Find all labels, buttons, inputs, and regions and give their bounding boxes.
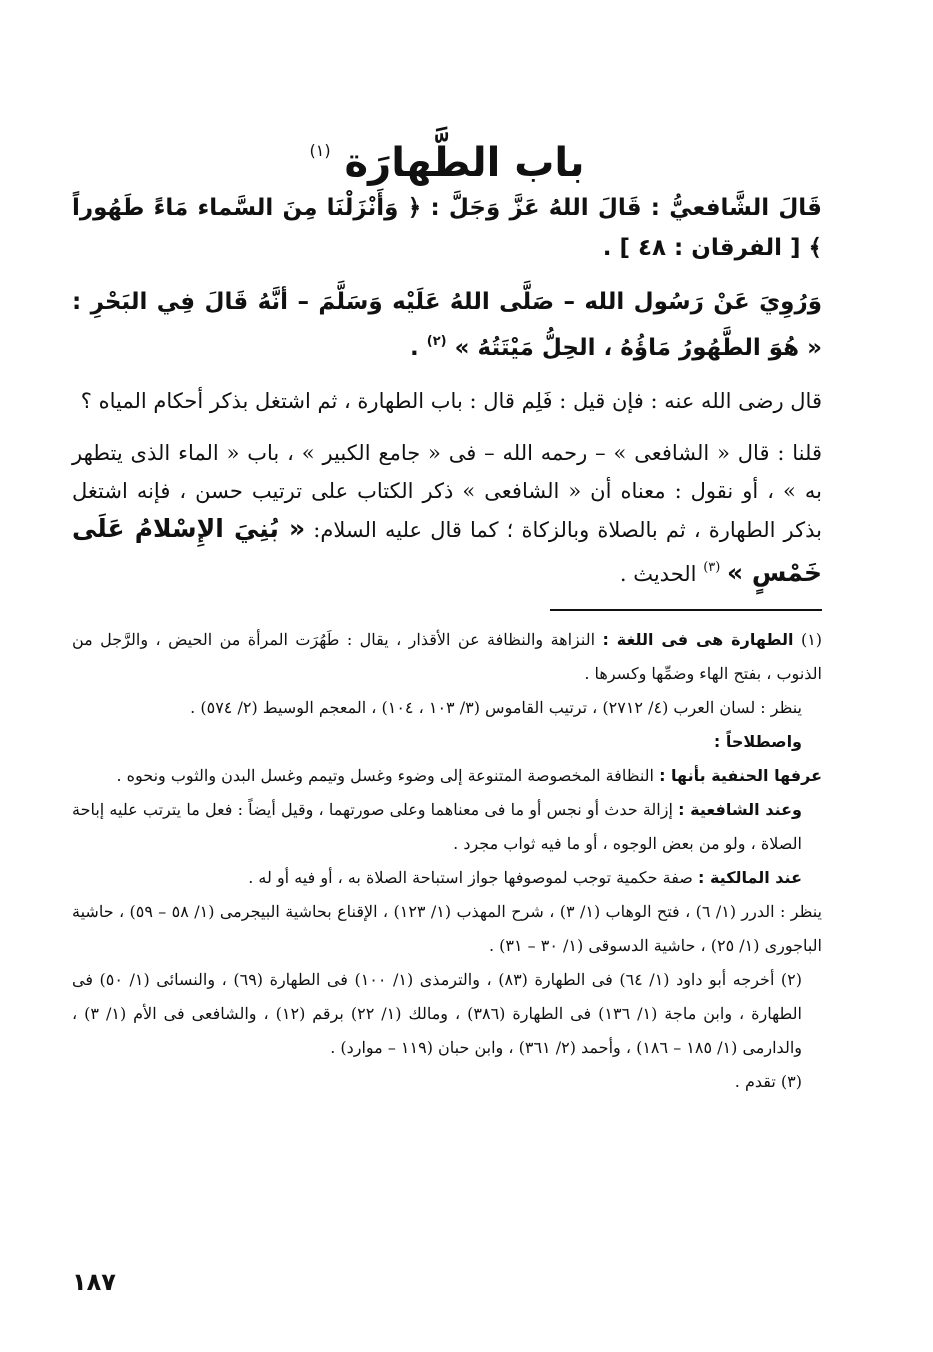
hadith-paragraph (72, 282, 822, 368)
shafii-label: وعند الشافعية : (678, 800, 802, 819)
maliki-label: عند المالكية : (697, 868, 802, 887)
hadith-footnote-marker: (٢) (426, 334, 447, 349)
hanafi-text: النظافة المخصوصة المتنوعة إلى وضوء وغسل وتيمم وغسل البدن والثوب ونحوه . (116, 766, 654, 785)
page-body (72, 140, 822, 1099)
hadith-end: . (410, 335, 419, 361)
answer-end: الحديث . (619, 562, 697, 586)
footnotes-section (72, 623, 822, 1099)
footnote-divider (550, 609, 822, 611)
intro-speaker: قَالَ الشَّافعيُّ : قَالَ اللهُ عَزَّ وَجَلَّ : (430, 195, 822, 221)
footnote-1-references-2: ينظر : الدرر (١/ ٦) ، فتح الوهاب (١/ ٣) ، شرح المهذب (١/ ١٢٣) ، الإقناع بحاشية البيجرمى (١/ ٥٨ – ٥٩) ، حاشية الباجورى (١/ ٢٥) ، حاشية الدسوقى (١/ ٣٠ – ٣١) . (72, 902, 822, 955)
chapter-title-text: باب الطَّهارَة (344, 140, 585, 186)
question-paragraph: قال رضى الله عنه : فإن قيل : فَلِم قال : باب الطهارة ، ثم اشتغل بذكر أحكام المياه ؟ (80, 389, 822, 413)
footnote-1-number: (١) (800, 630, 823, 649)
chapter-title (72, 140, 822, 186)
footnote-1 (72, 623, 822, 691)
hadith-text: وَرُوِيَ عَنْ رَسُول الله – صَلَّى اللهُ عَلَيْه وَسَلَّمَ – أنَّهُ قَالَ فِي البَحْرِ : « هُوَ الطَّهُورُ مَاؤُهُ ، الحِلُّ مَيْتَتُهُ » (72, 289, 822, 361)
shafii-text: إزالة حدث أو نجس أو ما فى معناهما وعلى صورتهما ، وقيل أيضاً : فعل ما يترتب عليه إباحة الصلاة ، ولو من بعض الوجوه ، أو ما فيه ثواب مجرد . (72, 800, 802, 853)
maliki-text: صفة حكمية توجب لموصوفها جواز استباحة الصلاة به ، أو فيه أو له . (248, 868, 693, 887)
footnote-1-shafii (72, 793, 822, 861)
answer-text: قلنا : قال « الشافعى » – رحمه الله – فى « جامع الكبير » ، باب « الماء الذى يتطهر به » ، أو نقول : معناه أن « الشافعى » ذكر الكتاب على ترتيب حسن ، فإنه اشتغل بذكر الطهارة ، ثم بالصلاة وبالزكاة ؛ كما قال عليه السلام: (72, 441, 823, 542)
footnote-1-maliki (72, 861, 822, 895)
chapter-footnote-marker: (١) (309, 141, 331, 160)
footnote-1-text: النزاهة والنظافة عن الأقذار ، يقال : طَهُرَت المرأة من الحيض ، والرَّجل من الذنوب ، بفتح الهاء وضمِّها وكسرها . (72, 630, 822, 683)
footnote-3: (٣) تقدم . (734, 1072, 802, 1091)
answer-paragraph (72, 434, 822, 593)
intro-paragraph (72, 188, 822, 268)
page-number: ١٨٧ (72, 1268, 116, 1296)
hanafi-label: عرفها الحنفية بأنها : (659, 766, 822, 785)
verse-reference: [ الفرقان : ٤٨ ] . (602, 235, 801, 261)
footnote-1-hanafi (72, 759, 822, 793)
footnote-2: (٢) أخرجه أبو داود (١/ ٦٤) فى الطهارة (٨٣) ، والترمذى (١/ ١٠٠) فى الطهارة (٦٩) ، والنسائى (١/ ٥٠) فى الطهارة ، وابن ماجة (١/ ١٣٦) فى الطهارة (٣٨٦) ، ومالك (١/ ٢٢) برقم (١٢) ، والشافعى فى الأم (١/ ٣) ، والدارمى (١/ ١٨٥ – ١٨٦) ، وأحمد (٢/ ٣٦١) ، وابن حبان (١١٩ – موارد) . (72, 970, 803, 1057)
answer-footnote-marker: (٣) (703, 560, 721, 575)
footnote-1-istilah: واصطلاحاً : (713, 732, 802, 751)
footnote-1-label: الطهارة هى فى اللغة : (602, 630, 794, 649)
footnote-1-references: ينظر : لسان العرب (٤/ ٢٧١٢) ، ترتيب القاموس (٣/ ١٠٣ ، ١٠٤) ، المعجم الوسيط (٢/ ٥٧٤) . (190, 698, 802, 717)
islam-hadith-quote: « بُنِيَ الإِسْلامُ عَلَى خَمْسٍ » (72, 514, 822, 587)
quran-verse: ﴿ وَأَنْزَلْنَا مِنَ السَّماء مَاءً طَهُوراً ﴾ (72, 195, 822, 261)
